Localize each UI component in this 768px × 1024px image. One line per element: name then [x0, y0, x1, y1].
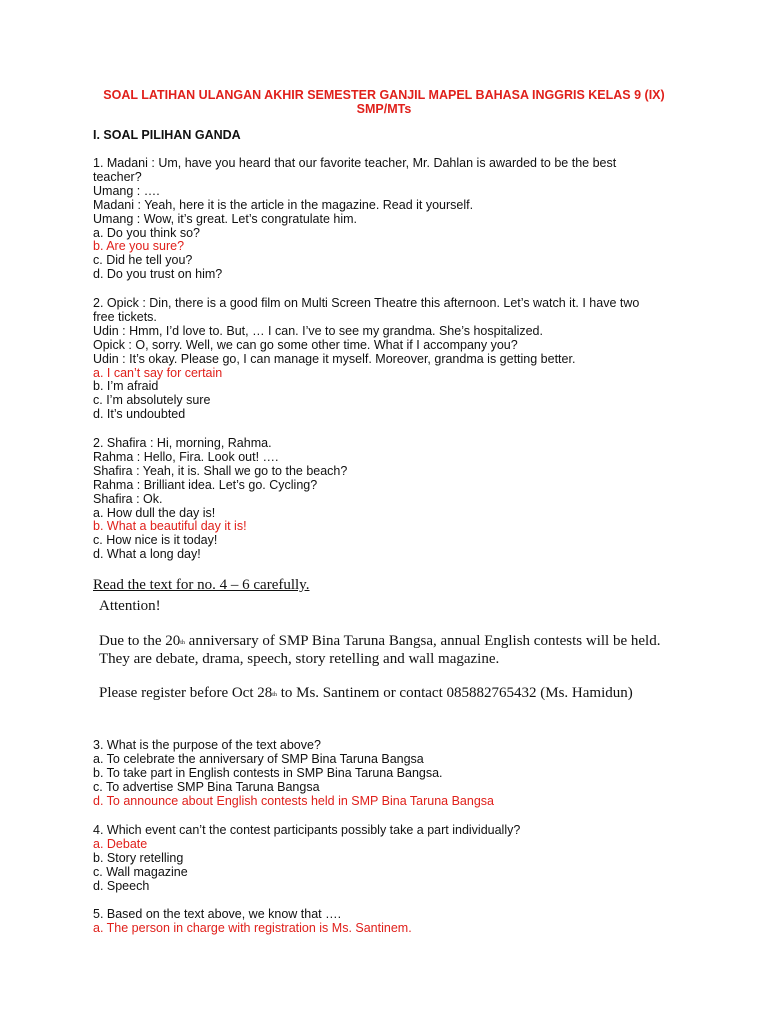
q5-option-d: d. Speech	[93, 878, 150, 893]
q4-option-c: c. To advertise SMP Bina Taruna Bangsa	[93, 779, 320, 794]
page-title	[60, 88, 708, 116]
q5-option-a-answer: a. Debate	[93, 836, 148, 851]
q2-option-c: c. I’m absolutely sure	[93, 393, 211, 408]
question-4	[93, 739, 683, 809]
title-line-2: SMP/MTs	[356, 102, 412, 116]
q1-dialog-line: Umang : ….	[93, 183, 160, 198]
question-6	[93, 908, 683, 936]
q1-dialog-line: Umang : Wow, it’s great. Let’s congratulate him.	[93, 211, 358, 226]
q3-option-b-answer: b. What a beautiful day it is!	[93, 519, 247, 534]
q2-option-d: d. It’s undoubted	[93, 407, 186, 422]
q1-option-c: c. Did he tell you?	[93, 253, 193, 268]
q2-dialog-line: Opick : O, sorry. Well, we can go some other time. What if I accompany you?	[93, 337, 518, 352]
q3-dialog-line: Shafira : Yeah, it is. Shall we go to the beach?	[93, 463, 348, 478]
q3-option-c: c. How nice is it today!	[93, 533, 218, 548]
section-heading: I. SOAL PILIHAN GANDA	[93, 128, 241, 142]
q5-option-b: b. Story retelling	[93, 850, 184, 865]
q6-option-a-answer: a. The person in charge with registration is Ms. Santinem.	[93, 920, 412, 935]
question-1	[93, 157, 683, 282]
q1-option-d: d. Do you trust on him?	[93, 267, 223, 282]
q4-stem: 3. What is the purpose of the text above?	[93, 738, 321, 752]
q6-stem: 5. Based on the text above, we know that ….	[93, 907, 342, 921]
q3-dialog-line: 2. Shafira : Hi, morning, Rahma.	[93, 436, 272, 450]
q4-option-b: b. To take part in English contests in SMP Bina Taruna Bangsa.	[93, 765, 443, 780]
q3-option-a: a. How dull the day is!	[93, 505, 216, 520]
q2-option-b: b. I’m afraid	[93, 379, 159, 394]
q5-stem: 4. Which event can’t the contest participants possibly take a part individually?	[93, 823, 521, 837]
q3-dialog-line: Rahma : Brilliant idea. Let’s go. Cycling?	[93, 477, 318, 492]
announcement-paragraph-1: Due to the 20th anniversary of SMP Bina Taruna Bangsa, annual English contests will be held. They are debate, drama, speech, story retelling and wall magazine.	[99, 633, 661, 667]
q3-option-d: d. What a long day!	[93, 547, 201, 562]
q1-dialog-line: teacher?	[93, 169, 142, 184]
q2-dialog-line: Udin : Hmm, I’d love to. But, … I can. I’ve to see my grandma. She’s hospitalized.	[93, 323, 543, 338]
q4-option-a: a. To celebrate the anniversary of SMP Bina Taruna Bangsa	[93, 751, 424, 766]
q3-dialog-line: Shafira : Ok.	[93, 491, 163, 506]
announcement-heading: Attention!	[99, 598, 161, 614]
reading-instruction: Read the text for no. 4 – 6 carefully.	[93, 577, 310, 593]
question-5	[93, 824, 683, 894]
q2-dialog-line: Udin : It’s okay. Please go, I can manage it myself. Moreover, grandma is getting better.	[93, 351, 576, 366]
q5-option-c: c. Wall magazine	[93, 864, 188, 879]
q4-option-d-answer: d. To announce about English contests held in SMP Bina Taruna Bangsa	[93, 793, 494, 808]
q1-option-b-answer: b. Are you sure?	[93, 239, 185, 254]
q2-dialog-line: 2. Opick : Din, there is a good film on Multi Screen Theatre this afternoon. Let’s watch it. I have two	[93, 296, 640, 310]
q1-option-a: a. Do you think so?	[93, 225, 201, 240]
question-2	[93, 297, 683, 422]
q1-dialog-line: 1. Madani : Um, have you heard that our favorite teacher, Mr. Dahlan is awarded to be the best	[93, 156, 617, 170]
q3-dialog-line: Rahma : Hello, Fira. Look out! ….	[93, 449, 279, 464]
q1-dialog-line: Madani : Yeah, here it is the article in the magazine. Read it yourself.	[93, 197, 474, 212]
q2-option-a-answer: a. I can’t say for certain	[93, 365, 223, 380]
announcement-paragraph-2: Please register before Oct 28th to Ms. Santinem or contact 085882765432 (Ms. Hamidun)	[99, 685, 633, 701]
question-3	[93, 437, 683, 562]
title-line-1: SOAL LATIHAN ULANGAN AKHIR SEMESTER GANJIL MAPEL BAHASA INGGRIS KELAS 9 (IX)	[103, 88, 665, 102]
q2-dialog-line: free tickets.	[93, 309, 157, 324]
